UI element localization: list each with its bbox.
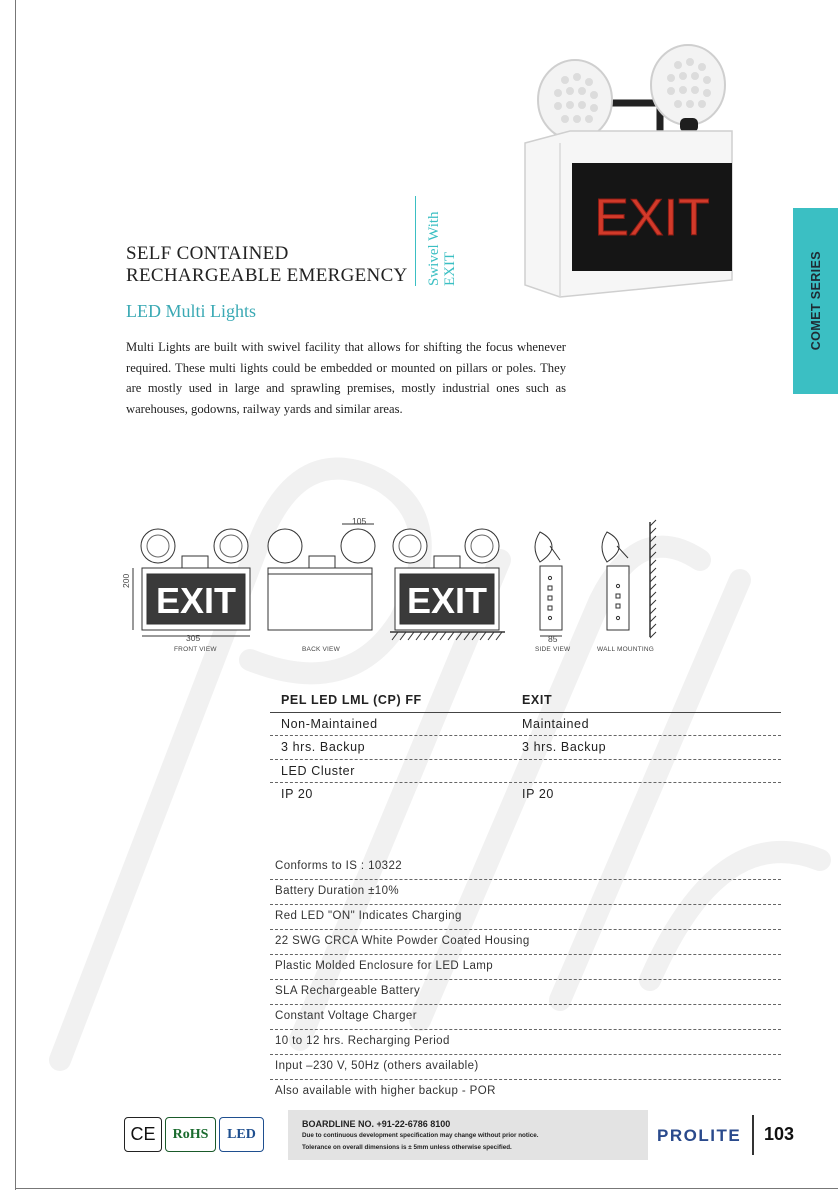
product-description: Multi Lights are built with swivel facility that allows for shifting the focus whenever required. These multi lights could be embedded or mounted on pillars or poles. They are mostly used in large and sprawling premises, mostly industrial ones such as warehouses, godowns, railway yards and similar areas. <box>126 340 566 416</box>
feature-item <box>270 1055 781 1080</box>
feature-item <box>270 880 781 905</box>
back-view-drawing <box>268 524 375 630</box>
spec-cell: 3 hrs. Backup <box>522 740 607 754</box>
mounted-exit-text: EXIT <box>406 580 488 621</box>
spec-cell: Non-Maintained <box>281 716 378 731</box>
spec-cell: 3 hrs. Backup <box>281 740 366 754</box>
page-number: 103 <box>764 1124 795 1144</box>
feature-text: Conforms to IS : 10322 <box>275 860 403 872</box>
feature-item <box>270 980 781 1005</box>
spec-header-model: PEL LED LML (CP) FF <box>281 693 422 707</box>
spec-table <box>270 689 781 806</box>
footer-note-1: Due to continuous development specification may change without prior notice. <box>302 1132 539 1139</box>
dimension-height: 200 <box>121 573 131 588</box>
spec-cell: IP 20 <box>522 787 554 801</box>
feature-item <box>270 1005 781 1030</box>
front-exit-text: EXIT <box>155 580 237 621</box>
feature-item <box>270 930 781 955</box>
dimension-side: 85 <box>548 634 558 644</box>
feature-text: Constant Voltage Charger <box>275 1010 417 1022</box>
spec-cell: LED Cluster <box>281 763 355 778</box>
product-subtitle: LED Multi Lights <box>126 301 256 321</box>
page-number-divider <box>752 1115 754 1155</box>
feature-text: Plastic Molded Enclosure for LED Lamp <box>275 960 494 972</box>
spec-table-header <box>270 689 781 713</box>
page-bottom-border <box>15 1188 838 1189</box>
dimension-width: 305 <box>186 633 201 643</box>
front-view-label: FRONT VIEW <box>174 646 217 653</box>
title-line-1: SELF CONTAINED <box>126 243 289 264</box>
feature-item <box>270 1080 781 1104</box>
feature-text: 10 to 12 hrs. Recharging Period <box>275 1035 450 1047</box>
footer-notice <box>302 1118 539 1154</box>
page-left-border <box>15 0 16 1190</box>
spec-cell: IP 20 <box>281 787 313 801</box>
vertical-tag-swivel <box>426 196 458 286</box>
led-badge-icon: LED <box>219 1117 264 1152</box>
side-view-label: SIDE VIEW <box>535 646 571 653</box>
side-view-drawing <box>535 532 562 636</box>
features-list <box>270 855 781 1104</box>
rohs-badge-icon: RoHS <box>165 1117 216 1152</box>
feature-text: Also available with higher backup - POR <box>275 1085 496 1097</box>
feature-item <box>270 855 781 880</box>
title-line-2: RECHARGEABLE EMERGENCY <box>126 265 408 286</box>
technical-drawings <box>120 512 660 660</box>
footer-note-2: Tolerance on overall dimensions is ± 5mm unless otherwise specified. <box>302 1144 512 1151</box>
vertical-tag-line-2: EXIT <box>442 251 458 286</box>
feature-item <box>270 905 781 930</box>
series-tab-label: COMET SERIES <box>808 251 823 351</box>
feature-text: Red LED "ON" Indicates Charging <box>275 910 462 922</box>
back-view-label: BACK VIEW <box>302 646 340 653</box>
feature-text: Battery Duration ±10% <box>275 885 400 897</box>
spec-cell: Maintained <box>522 716 590 731</box>
wall-mounting-label: WALL MOUNTING <box>597 646 655 653</box>
feature-text: 22 SWG CRCA White Powder Coated Housing <box>275 935 530 947</box>
spec-row <box>270 713 781 737</box>
vertical-tag-line-1: Swivel With <box>426 211 442 286</box>
spec-row <box>270 760 781 784</box>
product-sign-text: EXIT <box>594 189 710 247</box>
brand-logo: PROLITE <box>657 1126 742 1145</box>
spec-row <box>270 783 781 806</box>
feature-item <box>270 955 781 980</box>
dimension-top: 105 <box>352 516 367 526</box>
spec-header-exit: EXIT <box>522 693 553 707</box>
feature-text: SLA Rechargeable Battery <box>275 985 421 997</box>
boardline-number: BOARDLINE NO. +91-22-6786 8100 <box>302 1119 451 1129</box>
series-tab-label-wrap <box>793 208 838 394</box>
feature-item <box>270 1030 781 1055</box>
ce-mark-icon: CE <box>124 1117 162 1152</box>
spec-row <box>270 736 781 760</box>
feature-text: Input –230 V, 50Hz (others available) <box>275 1060 479 1072</box>
title-divider <box>415 196 416 286</box>
product-photo <box>520 35 740 310</box>
wall-mounting-drawing <box>602 520 656 638</box>
